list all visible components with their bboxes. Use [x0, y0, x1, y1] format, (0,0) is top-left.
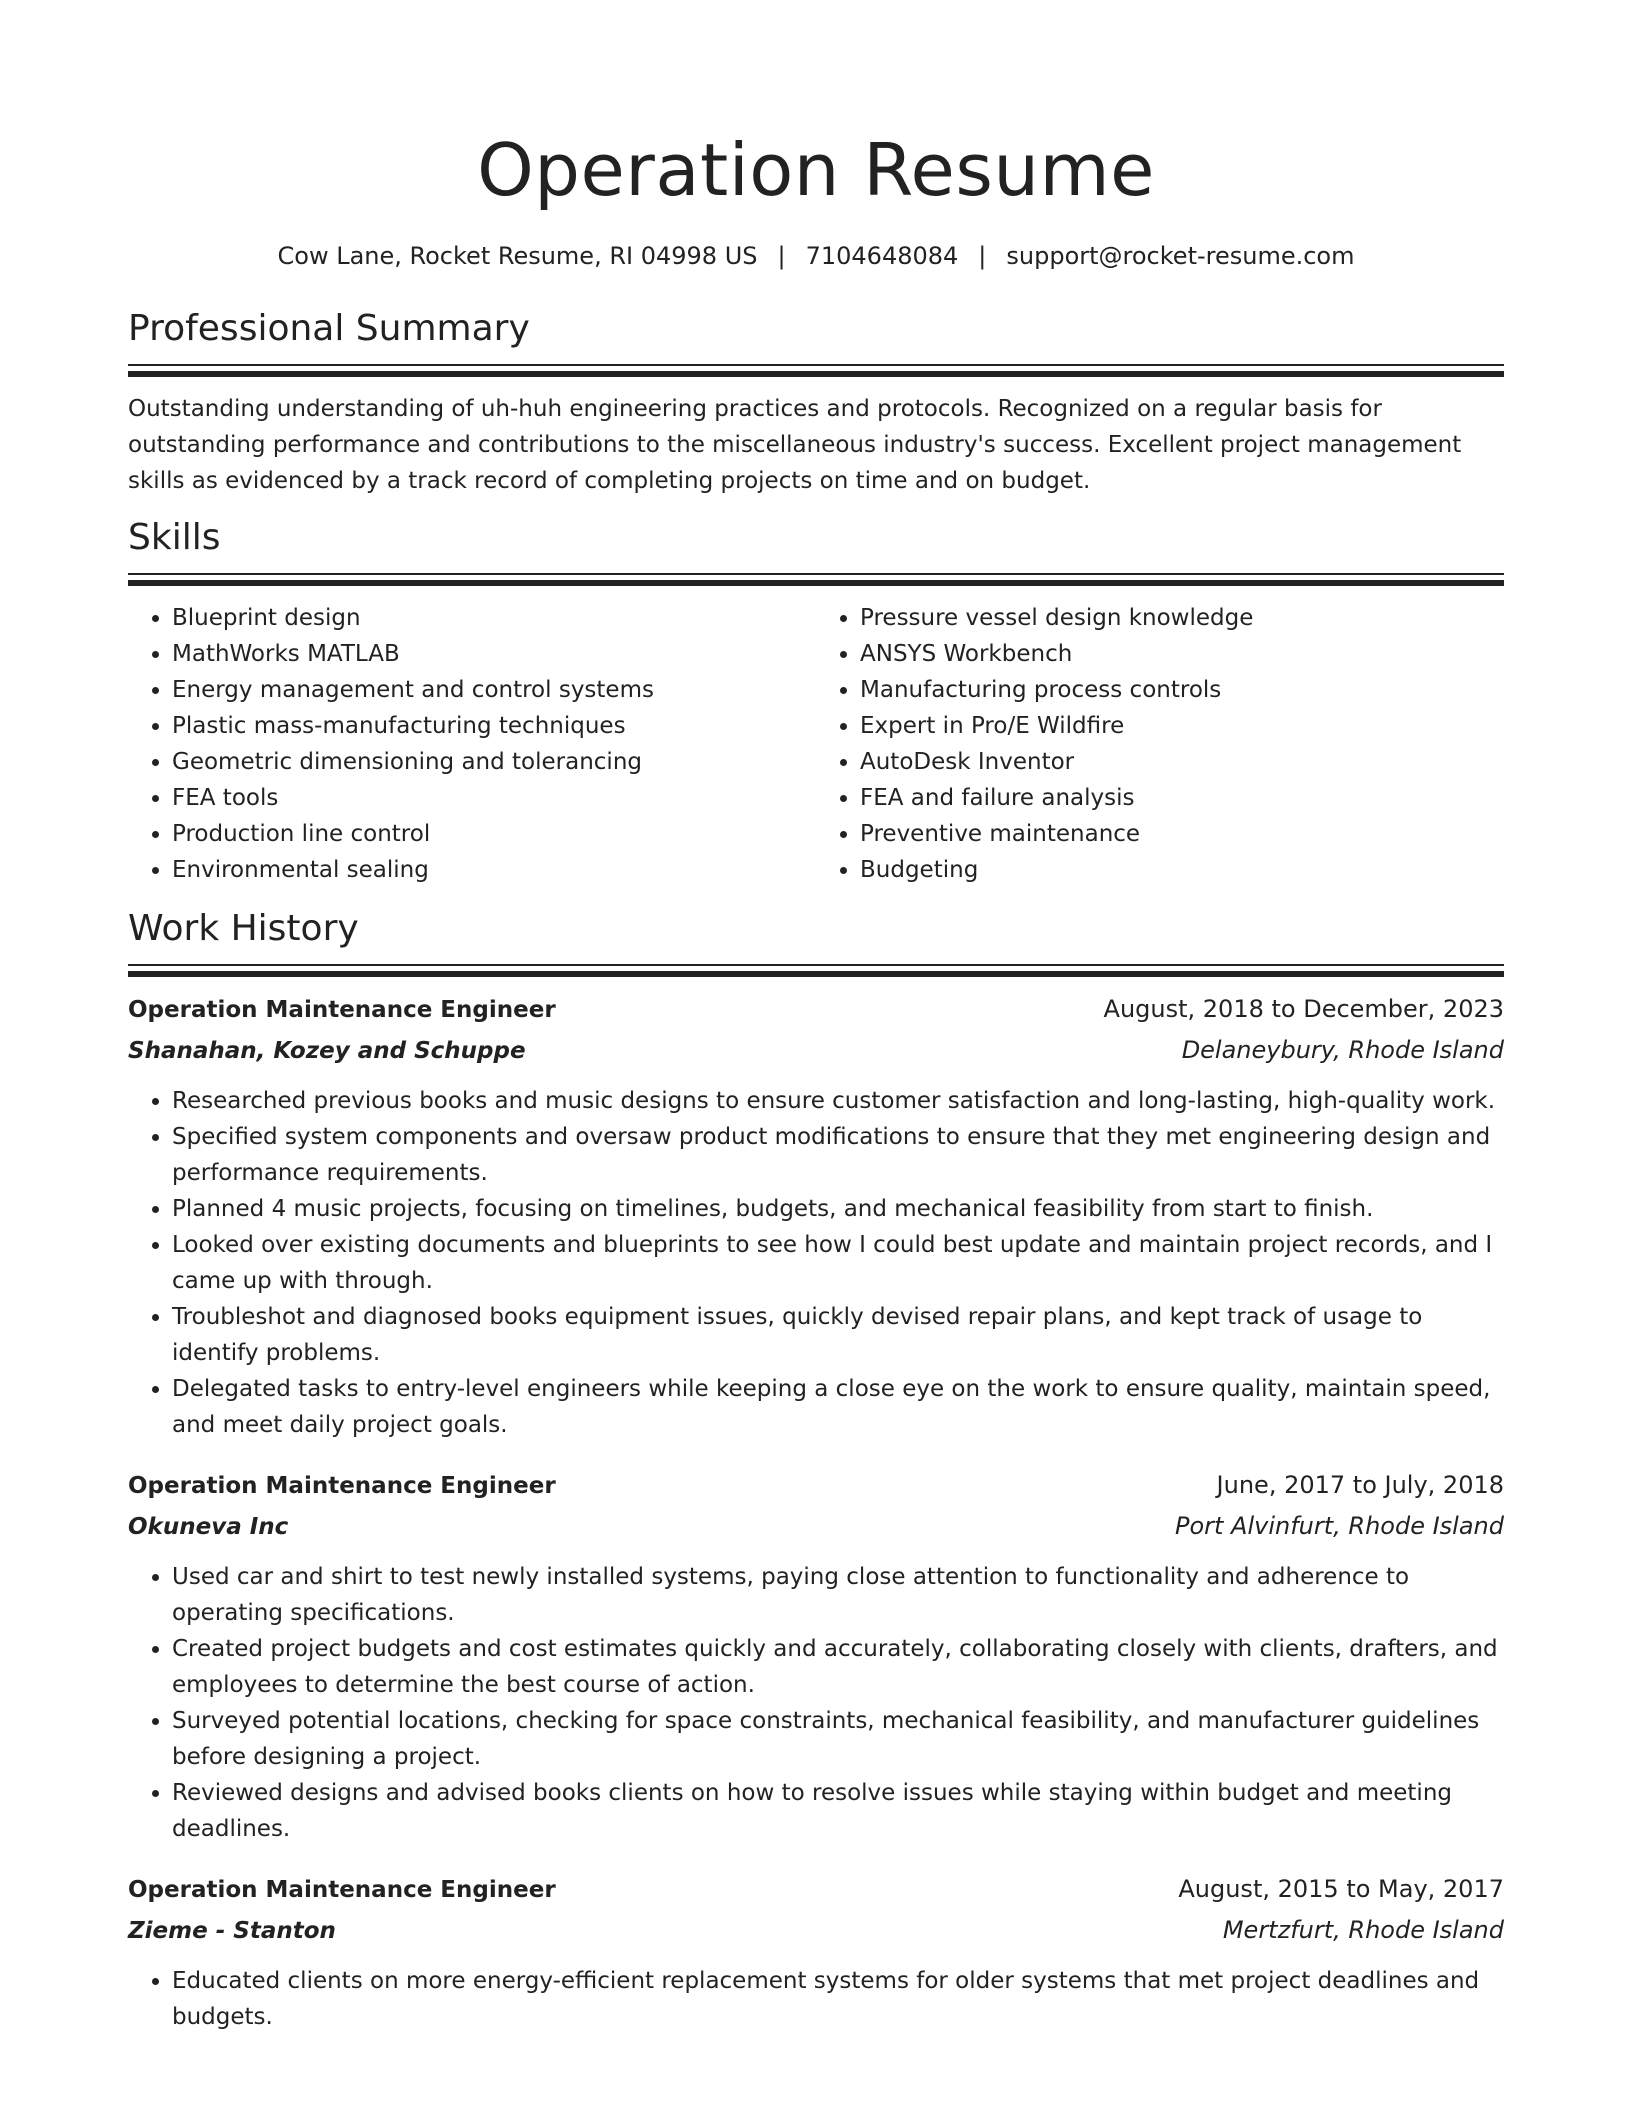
- job-title: Operation Maintenance Engineer: [128, 1877, 556, 1903]
- skill-item: • Geometric dimensioning and tolerancing: [172, 744, 816, 780]
- job-bullets: [128, 1559, 1504, 1847]
- job-bullet: • Reviewed designs and advised books clients on how to resolve issues while staying within budget and meeting deadlines.: [172, 1775, 1504, 1847]
- resume-page: [128, 0, 1504, 2035]
- job-company: Okuneva Inc: [128, 1514, 289, 1540]
- job-entry: [128, 1465, 1504, 1847]
- job-dates: June, 2017 to July, 2018: [1216, 1471, 1504, 1499]
- skill-item: • Plastic mass-manufacturing techniques: [172, 708, 816, 744]
- section-title-skills: Skills: [128, 517, 221, 558]
- skill-item: • Manufacturing process controls: [860, 672, 1504, 708]
- resume-name: Operation Resume: [477, 128, 1155, 212]
- skill-item: • MathWorks MATLAB: [172, 636, 816, 672]
- section-divider-thick: [128, 580, 1504, 586]
- skill-item: • Environmental sealing: [172, 852, 816, 888]
- job-location: Port Alvinfurt, Rhode Island: [1174, 1512, 1504, 1540]
- job-company: Shanahan, Kozey and Schuppe: [128, 1038, 526, 1064]
- skills-columns: [128, 600, 1504, 888]
- contact-email: support@rocket-resume.com: [1006, 242, 1355, 270]
- section-divider-thick: [128, 371, 1504, 377]
- skill-item: • Energy management and control systems: [172, 672, 816, 708]
- job-entry: [128, 1869, 1504, 2035]
- job-location: Mertzfurt, Rhode Island: [1222, 1916, 1504, 1944]
- skills-list-left: [128, 600, 816, 888]
- summary-section: [128, 306, 1504, 499]
- job-company-row: [128, 1030, 1504, 1071]
- skill-item: • Pressure vessel design knowledge: [860, 600, 1504, 636]
- job-dates: August, 2018 to December, 2023: [1103, 995, 1504, 1023]
- job-title: Operation Maintenance Engineer: [128, 997, 556, 1023]
- job-company: Zieme - Stanton: [128, 1918, 336, 1944]
- skill-item: • AutoDesk Inventor: [860, 744, 1504, 780]
- job-bullets: [128, 1083, 1504, 1443]
- section-divider: [128, 573, 1504, 575]
- work-section: [128, 906, 1504, 2035]
- job-company-row: [128, 1506, 1504, 1547]
- contact-separator: |: [777, 242, 786, 270]
- contact-address: Cow Lane, Rocket Resume, RI 04998 US: [277, 242, 758, 270]
- contact-separator: |: [978, 242, 987, 270]
- summary-text: Outstanding understanding of uh-huh engineering practices and protocols. Recognized on a regular basis for outstanding performance and contributions to the miscellaneous industry's success. Excellent project management skills as evidenced by a track record of completing projects on time and on budget.: [128, 396, 1462, 494]
- skill-item: • FEA tools: [172, 780, 816, 816]
- skills-section: [128, 515, 1504, 888]
- job-header-row: [128, 1869, 1504, 1910]
- job-bullet: • Specified system components and oversaw product modifications to ensure that they met engineering design and performance requirements.: [172, 1119, 1504, 1191]
- job-title: Operation Maintenance Engineer: [128, 1473, 556, 1499]
- job-dates: August, 2015 to May, 2017: [1178, 1875, 1504, 1903]
- skill-item: • Blueprint design: [172, 600, 816, 636]
- job-header-row: [128, 1465, 1504, 1506]
- job-location: Delaneybury, Rhode Island: [1181, 1036, 1504, 1064]
- job-company-row: [128, 1910, 1504, 1951]
- skill-item: • ANSYS Workbench: [860, 636, 1504, 672]
- job-bullet: • Researched previous books and music designs to ensure customer satisfaction and long-lasting, high-quality work.: [172, 1083, 1504, 1119]
- section-divider: [128, 364, 1504, 366]
- section-title-summary: Professional Summary: [128, 308, 530, 349]
- job-header-row: [128, 989, 1504, 1030]
- job-bullet: • Planned 4 music projects, focusing on timelines, budgets, and mechanical feasibility from start to finish.: [172, 1191, 1504, 1227]
- skill-item: • Budgeting: [860, 852, 1504, 888]
- job-bullets: [128, 1963, 1504, 2035]
- contact-phone: 7104648084: [805, 242, 959, 270]
- job-bullet: • Educated clients on more energy-efficient replacement systems for older systems that met project deadlines and budgets.: [172, 1963, 1504, 2035]
- section-divider-thick: [128, 971, 1504, 977]
- skill-item: • FEA and failure analysis: [860, 780, 1504, 816]
- skill-item: • Production line control: [172, 816, 816, 852]
- section-divider: [128, 964, 1504, 966]
- job-entry: [128, 989, 1504, 1443]
- section-title-work: Work History: [128, 908, 359, 949]
- job-bullet: • Troubleshot and diagnosed books equipment issues, quickly devised repair plans, and kept track of usage to identify problems.: [172, 1299, 1504, 1371]
- job-bullet: • Looked over existing documents and blueprints to see how I could best update and maintain project records, and I came up with through.: [172, 1227, 1504, 1299]
- contact-line: [128, 240, 1504, 272]
- skill-item: • Expert in Pro/E Wildfire: [860, 708, 1504, 744]
- skill-item: • Preventive maintenance: [860, 816, 1504, 852]
- job-bullet: • Created project budgets and cost estimates quickly and accurately, collaborating closely with clients, drafters, and employees to determine the best course of action.: [172, 1631, 1504, 1703]
- job-bullet: • Delegated tasks to entry-level engineers while keeping a close eye on the work to ensure quality, maintain speed, and meet daily project goals.: [172, 1371, 1504, 1443]
- job-bullet: • Used car and shirt to test newly installed systems, paying close attention to functionality and adherence to operating specifications.: [172, 1559, 1504, 1631]
- skills-list-right: [816, 600, 1504, 888]
- job-bullet: • Surveyed potential locations, checking for space constraints, mechanical feasibility, and manufacturer guidelines before designing a project.: [172, 1703, 1504, 1775]
